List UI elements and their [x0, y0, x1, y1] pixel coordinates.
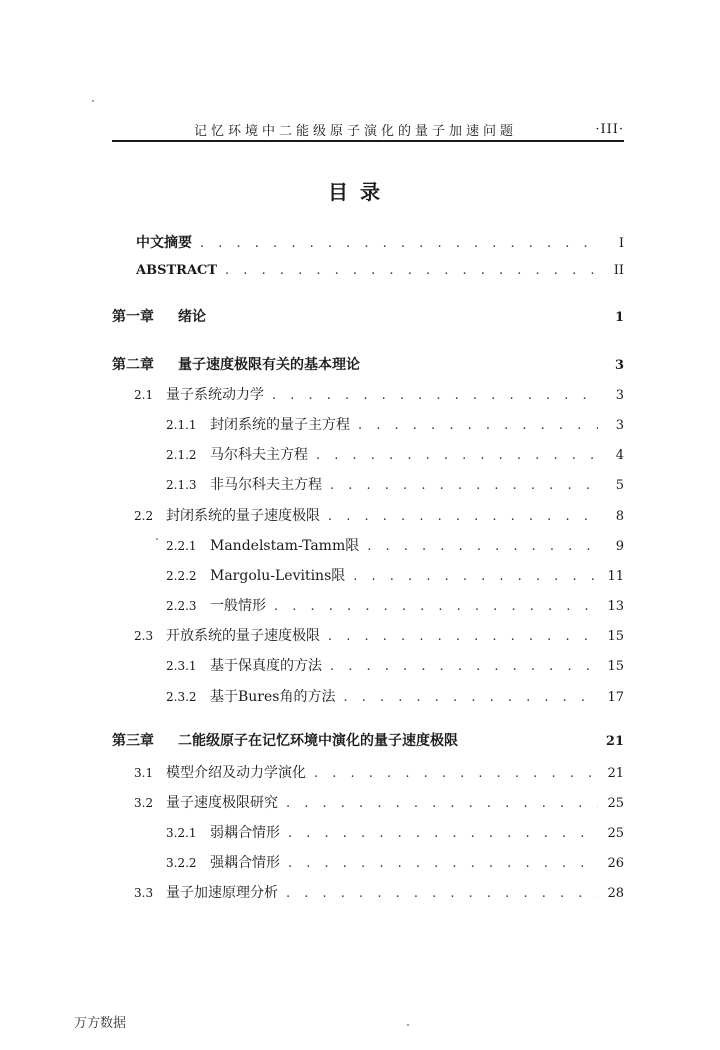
toc-leader-dots [330, 478, 598, 493]
toc-entry-page: 1 [614, 310, 624, 325]
toc-entry-page: 8 [615, 509, 624, 524]
toc-entry-page: 3 [615, 418, 624, 433]
toc-entry-page: 13 [607, 599, 624, 614]
toc-subsection[interactable] [166, 595, 624, 615]
toc-leader-dots [358, 418, 598, 433]
toc-subsection[interactable] [166, 686, 624, 706]
toc-subsection[interactable] [166, 852, 624, 872]
toc-section[interactable] [134, 882, 624, 902]
toc-entry-title: Margolu-Levitins限 [210, 568, 346, 584]
toc-entry-page: 9 [615, 539, 624, 554]
toc-entry-page: 5 [615, 478, 624, 493]
toc-subsection[interactable] [166, 535, 624, 555]
toc-entry-page: 17 [607, 690, 624, 705]
toc-chapter-3[interactable] [112, 730, 624, 750]
toc-entry-page: 26 [607, 856, 624, 871]
toc-entry-page: 21 [607, 766, 624, 781]
toc-title: 目录 [328, 180, 392, 204]
toc-entry-page: 25 [607, 796, 624, 811]
toc-entry-number: 2.1.1 [166, 418, 197, 432]
toc-leader-dots [225, 263, 598, 278]
toc-entry-abstract-cn[interactable] [136, 232, 624, 252]
toc-chapter-2[interactable] [112, 354, 624, 374]
toc-entry-title: 封闭系统的量子速度极限 [166, 508, 320, 524]
toc-chapter-number: 第二章 [112, 357, 154, 373]
toc-section[interactable] [134, 762, 624, 782]
toc-subsection[interactable] [166, 822, 624, 842]
toc-entry-title: Mandelstam-Tamm限 [210, 538, 360, 554]
toc-entry-title: 量子系统动力学 [166, 387, 264, 403]
toc-leader-dots [316, 448, 598, 463]
scan-speck [156, 538, 158, 540]
toc-leader-dots [288, 826, 598, 841]
toc-entry-title: 量子加速原理分析 [166, 885, 278, 901]
toc-chapter-number: 第三章 [112, 733, 154, 749]
toc-section[interactable] [134, 625, 624, 645]
toc-chapter-title: 绪论 [178, 309, 206, 325]
toc-entry-title: 模型介绍及动力学演化 [166, 765, 306, 781]
toc-entry-page: 15 [607, 629, 624, 644]
toc-chapter-number: 第一章 [112, 309, 154, 325]
toc-entry-number: 2.1 [134, 388, 154, 402]
toc-chapter-title: 量子速度极限有关的基本理论 [178, 357, 360, 373]
toc-section[interactable] [134, 505, 624, 525]
scan-speck [92, 100, 94, 102]
toc-entry-page: 3 [615, 388, 624, 403]
toc-subsection[interactable] [166, 414, 624, 434]
toc-entry-title: 基于Bures角的方法 [210, 689, 336, 705]
toc-entry-number: 2.3 [134, 629, 154, 643]
toc-entry-page: I [618, 236, 624, 251]
toc-leader-dots [330, 659, 598, 674]
toc-entry-page: 4 [615, 448, 624, 463]
toc-entry-title: ABSTRACT [136, 263, 218, 278]
footer-watermark: 万方数据 [74, 1016, 127, 1031]
toc-entry-title: 一般情形 [210, 598, 266, 614]
toc-entry-title: 马尔科夫主方程 [210, 447, 308, 463]
toc-section[interactable] [134, 792, 624, 812]
toc-leader-dots [353, 569, 598, 584]
toc-leader-dots [274, 599, 598, 614]
toc-entry-number: 2.1.3 [166, 478, 197, 492]
toc-subsection[interactable] [166, 474, 624, 494]
toc-entry-number: 3.1 [134, 766, 154, 780]
header-page-number: ·III· [595, 121, 624, 137]
toc-entry-number: 2.2 [134, 509, 154, 523]
header-title: 记忆环境中二能级原子演化的量子加速问题 [194, 123, 518, 139]
toc-entry-title: 开放系统的量子速度极限 [166, 628, 320, 644]
toc-entry-title: 弱耦合情形 [210, 825, 280, 841]
toc-entry-number: 2.1.2 [166, 448, 197, 462]
toc-leader-dots [200, 236, 598, 251]
toc-entry-page: 28 [607, 886, 624, 901]
toc-leader-dots [328, 629, 598, 644]
toc-entry-number: 3.2.1 [166, 826, 197, 840]
toc-chapter-title: 二能级原子在记忆环境中演化的量子速度极限 [178, 733, 458, 749]
toc-entry-number: 2.2.2 [166, 569, 197, 583]
toc-entry-title: 量子速度极限研究 [166, 795, 278, 811]
toc-entry-title: 强耦合情形 [210, 855, 280, 871]
toc-leader-dots [314, 766, 598, 781]
toc-leader-dots [272, 388, 598, 403]
toc-leader-dots [343, 690, 598, 705]
toc-entry-number: 3.2.2 [166, 856, 197, 870]
toc-section[interactable] [134, 384, 624, 404]
toc-entry-page: 21 [605, 734, 624, 749]
toc-entry-page: 3 [614, 358, 624, 373]
toc-entry-number: 3.2 [134, 796, 154, 810]
toc-leader-dots [328, 509, 598, 524]
toc-entry-title: 非马尔科夫主方程 [210, 477, 322, 493]
toc-leader-dots [367, 539, 598, 554]
toc-entry-title: 中文摘要 [136, 235, 192, 251]
toc-entry-page: 25 [607, 826, 624, 841]
toc-leader-dots [288, 856, 598, 871]
toc-leader-dots [286, 886, 598, 901]
toc-entry-page: II [613, 263, 624, 278]
toc-entry-number: 2.3.1 [166, 659, 197, 673]
toc-entry-page: 11 [607, 569, 624, 584]
toc-entry-number: 3.3 [134, 886, 154, 900]
toc-entry-title: 基于保真度的方法 [210, 658, 322, 674]
toc-entry-title: 封闭系统的量子主方程 [210, 417, 350, 433]
toc-subsection[interactable] [166, 565, 624, 585]
toc-entry-abstract-en[interactable] [136, 263, 624, 283]
toc-entry-number: 2.2.3 [166, 599, 197, 613]
toc-leader-dots [286, 796, 598, 811]
toc-entry-number: 2.2.1 [166, 539, 197, 553]
toc-chapter-1[interactable] [112, 306, 624, 326]
toc-subsection[interactable] [166, 655, 624, 675]
toc-entry-page: 15 [607, 659, 624, 674]
toc-subsection[interactable] [166, 444, 624, 464]
toc-entry-number: 2.3.2 [166, 690, 197, 704]
scan-speck [407, 1024, 409, 1026]
